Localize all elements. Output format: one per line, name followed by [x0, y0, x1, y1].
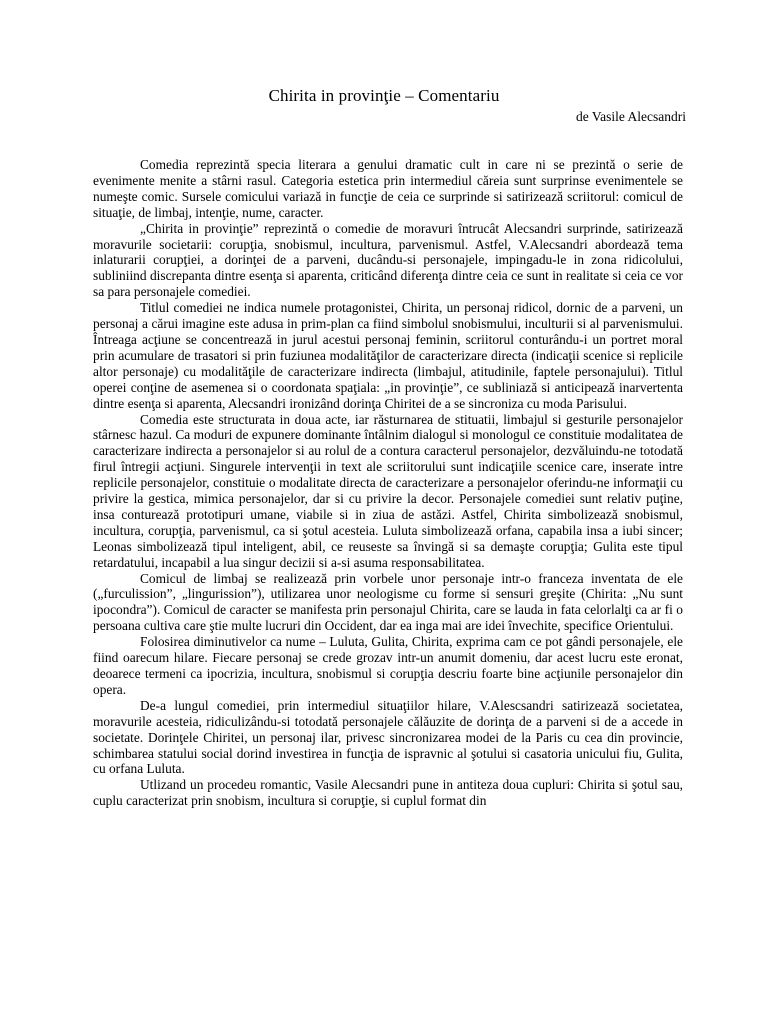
paragraph: Titlul comediei ne indica numele protagonistei, Chirita, un personaj ridicol, dornic de a parveni, un personaj a cărui imagine este adusa in prim-plan ca fiind simbolul snobismului, inculturii si al parvenismului. Întreaga acţiune se concentrează in jurul acestui personaj feminin, scriitorul conturându-i un portret moral prin acumulare de trasatori si prin fuziunea modalităţilor de caracterizare directa (indicaţii scenice si replicile altor personaje) cu modalităţile de caracterizare indirecta (limbajul, atitudinile, faptele personajului). Titlul operei conţine de asemenea si o coordonata spaţiala: „in provinţie”, ce subliniază si anticipează inarvertenta dintre esenţa si aparenta, Alecsandri ironizând dorinţa Chiritei de a se sincroniza cu moda Parisului.: [93, 300, 683, 411]
paragraph: „Chirita in provinţie” reprezintă o comedie de moravuri întrucât Alecsandri surprinde, satirizează moravurile societarii: corupţia, snobismul, incultura, parvenismul. Astfel, V.Alecsandri abordează tema inlaturarii corupţiei, a dorinţei de a parveni, ducându-si personajele, impingadu-le in zona ridicolului, subliniind discrepanta dintre esenţa si aparenta, criticând diferenţa dintre ceia ce sunt in realitate si ceia ce vor sa para personajele comediei.: [93, 220, 683, 300]
paragraph: Comedia este structurata in doua acte, iar răsturnarea de stituatii, limbajul si gesturile personajelor stârnesc hazul. Ca moduri de expunere dominante întâlnim dialogul si monologul ce constituie modalitatea de caracterizare indirecta a personajelor si au rolul de a contura caracterul personajelor, dezvăluindu-ne totodată firul întregii acţiuni. Singurele intervenţii in text ale scriitorului sunt indicaţiile scenice care, inserate intre replicile personajelor, constituie o modalitate directa de caracterizare a personajelor oferindu-ne informaţii cu privire la gestica, mimica personajelor, dar si cu privire la decor. Personajele comediei sunt relativ puţine, insa conturează prototipuri umane, viabile si in ziua de astăzi. Astfel, Chirita simbolizează snobismul, incultura, corupţia, parvenismul, ca si şotul acesteia. Luluta simbolizează orfana, capabila insa a iubi sincer; Leonas simbolizează tipul inteligent, abil, ce reuseste sa învingă si sa demaşte corupţia; Gulita este tipul retardatului, incapabil a lua singur decizii si a-si asuma responsabilitatea.: [93, 411, 683, 570]
paragraph: De-a lungul comediei, prin intermediul situaţiilor hilare, V.Alescsandri satirizează societatea, moravurile acesteia, ridiculizându-si totodată personajele călăuzite de dorinţa de a parveni si de a accede in societate. Dorinţele Chiritei, un personaj ilar, privesc sincronizarea modei de la Paris cu cea din provincie, schimbarea statului social dorind investirea in funcţia de ispravnic al şotului si casatoria unicului fiu, Gulita, cu orfana Luluta.: [93, 697, 683, 777]
paragraph: Comicul de limbaj se realizează prin vorbele unor personaje intr-o franceza inventata de ele („furculission”, „lingurission”), utilizarea unor neologisme cu forme si sensuri greşite (Chirita: „Nu sunt ipocondra”). Comicul de caracter se manifesta prin personajul Chirita, care se lauda in fata celorlalţi ca ar fi o persoana cultiva care ştie multe lucruri din Occident, dar ea inga mai are idei învechite, specifice Orientului.: [93, 570, 683, 634]
document-body: [93, 157, 683, 809]
paragraph: Folosirea diminutivelor ca nume – Luluta, Gulita, Chirita, exprima cam ce pot gândi personajele, ele fiind oarecum hilare. Fiecare personaj se crede grozav intr-un anumit domeniu, dar acest lucru este eronat, deoarece termeni ca ipocrizia, incultura, snobismul si corupţia descriu foarte bine acţiunile personajelor din opera.: [93, 634, 683, 697]
document-author: de Vasile Alecsandri: [576, 109, 686, 124]
paragraph: Utlizand un procedeu romantic, Vasile Alecsandri pune in antiteza doua cupluri: Chirita si şotul sau, cuplu caracterizat prin snobism, incultura si corupţie, si cuplul format din: [93, 777, 683, 809]
document-title: Chirita in provinţie – Comentariu: [268, 86, 500, 105]
paragraph: Comedia reprezintă specia literara a genului dramatic cult in care ni se prezintă o serie de evenimente menite a stârni rasul. Categoria estetica prin intermediul căreia sunt surprinse evenimentele se numeşte comic. Sursele comicului variază in funcţie de ceia ce surprinde si satirizează scriitorul: comicul de situaţie, de limbaj, intenţie, nume, caracter.: [93, 157, 683, 220]
